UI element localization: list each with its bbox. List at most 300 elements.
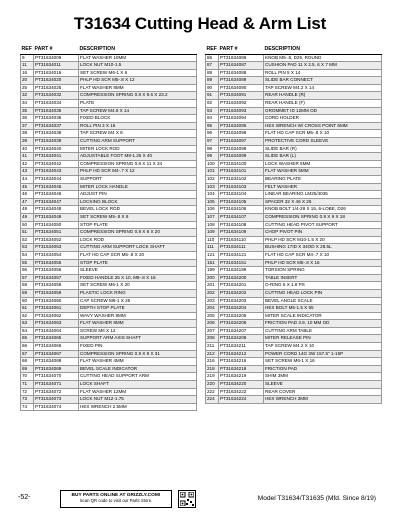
part-number-cell: PT31634211 [219, 343, 264, 351]
table-row [21, 54, 197, 62]
ref-cell: 93 [206, 107, 219, 115]
table-row [21, 373, 197, 381]
table-row [206, 100, 382, 108]
part-number-cell: PT31634093 [219, 107, 264, 115]
table-row [206, 229, 382, 237]
part-number-cell: PT31634063 [34, 320, 79, 328]
part-number-cell: PT31634222 [219, 388, 264, 396]
ref-cell: 97 [206, 138, 219, 146]
ref-cell: 86 [206, 54, 219, 62]
description-cell: TORSION SPRING [264, 267, 382, 275]
table-row [21, 305, 197, 313]
ref-cell: 20 [21, 77, 34, 85]
ref-cell: 111 [206, 244, 219, 252]
description-cell: SLEEVE [79, 267, 197, 275]
part-number-cell: PT31634104 [219, 191, 264, 199]
ref-cell: 90 [206, 84, 219, 92]
part-number-cell: PT31634036 [34, 115, 79, 123]
ref-cell: 94 [206, 115, 219, 123]
ref-cell: 45 [21, 183, 34, 191]
part-number-cell: PT31634106 [219, 206, 264, 214]
part-number-cell: PT31634035 [34, 107, 79, 115]
description-cell: FLAT WASHER 12MM [79, 388, 197, 396]
ref-cell: 52 [21, 236, 34, 244]
table-row [206, 69, 382, 77]
part-number-cell: PT31634103 [219, 183, 264, 191]
ref-cell: 32 [21, 92, 34, 100]
table-row [21, 153, 197, 161]
table-row [206, 365, 382, 373]
ref-cell: 74 [21, 403, 34, 411]
ref-cell: 50 [21, 221, 34, 229]
part-number-cell: PT31634202 [219, 289, 264, 297]
table-row [21, 107, 197, 115]
ref-cell: 206 [206, 320, 219, 328]
ref-cell: 60 [21, 297, 34, 305]
part-number-cell: PT31634089 [219, 77, 264, 85]
description-cell: CUTTING ARM TABLE [264, 327, 382, 335]
parts-table-left [20, 46, 197, 411]
part-number-cell: PT31634046 [34, 191, 79, 199]
ref-cell: 101 [206, 168, 219, 176]
description-cell: LOCKING BLOCK [79, 198, 197, 206]
table-row [206, 282, 382, 290]
table-row [21, 244, 197, 252]
description-cell: FRICTION PAD 3.9, 10 MM OD [264, 320, 382, 328]
part-number-cell: PT31634050 [34, 221, 79, 229]
table-row [21, 289, 197, 297]
part-number-cell: PT31634096 [219, 130, 264, 138]
table-row [206, 358, 382, 366]
table-row [206, 320, 382, 328]
description-cell: SET SCREW M5-.8 X 8 [79, 213, 197, 221]
ref-cell: 42 [21, 160, 34, 168]
part-number-cell: PT31634216 [219, 358, 264, 366]
part-number-cell: PT31634051 [34, 229, 79, 237]
part-number-cell: PT31634039 [34, 138, 79, 146]
ref-cell: 110 [206, 236, 219, 244]
table-row [21, 176, 197, 184]
ref-cell: 92 [206, 100, 219, 108]
col-desc: DESCRIPTION [79, 46, 197, 54]
ref-cell: 39 [21, 138, 34, 146]
table-row [21, 198, 197, 206]
part-number-cell: PT31634102 [219, 176, 264, 184]
ref-cell: 107 [206, 213, 219, 221]
table-row [21, 335, 197, 343]
description-cell: LOCK NUT M12-1.75 [79, 396, 197, 404]
ref-cell: 102 [206, 176, 219, 184]
part-number-cell: PT31634097 [219, 138, 264, 146]
table-row [206, 259, 382, 267]
table-row [206, 198, 382, 206]
table-row [206, 153, 382, 161]
description-cell: SPACER 32 X 46 X 26 [264, 198, 382, 206]
ref-cell: 103 [206, 183, 219, 191]
ref-cell: 212 [206, 350, 219, 358]
table-header [21, 46, 197, 54]
ref-cell: 9 [21, 54, 34, 62]
part-number-cell: PT31634040 [34, 145, 79, 153]
table-row [206, 297, 382, 305]
table-row [206, 84, 382, 92]
description-cell: PHLP HD SCR M10-1.5 X 20 [264, 236, 382, 244]
table-row [206, 388, 382, 396]
part-number-cell: PT31634062 [34, 312, 79, 320]
part-number-cell: PT31634201 [219, 282, 264, 290]
description-cell: PROTECTIVE CORD SLEEVE [264, 138, 382, 146]
part-number-cell: PT31634218 [219, 365, 264, 373]
table-row [21, 213, 197, 221]
ref-cell: 62 [21, 312, 34, 320]
table-row [21, 297, 197, 305]
ref-cell: 96 [206, 130, 219, 138]
description-cell: COMPRESSION SPRING 0.9 X 9 X 31 [79, 350, 197, 358]
parts-table-right [205, 46, 382, 404]
table-row [21, 388, 197, 396]
description-cell: HEX BOLT M5-1.5 X 55 [264, 305, 382, 313]
table-row [21, 100, 197, 108]
ad-headline: BUY PARTS ONLINE AT GRIZZLY.COM! [71, 493, 161, 498]
description-cell: FLAT WASHER 5MM [264, 168, 382, 176]
ref-cell: 51 [21, 229, 34, 237]
part-number-cell: PT31634069 [34, 365, 79, 373]
part-number-cell: PT31634064 [34, 327, 79, 335]
description-cell: BEARING PLATE [264, 176, 382, 184]
part-number-cell: PT31634109 [219, 229, 264, 237]
ref-cell: 95 [206, 122, 219, 130]
ref-cell: 105 [206, 198, 219, 206]
ref-cell: 55 [21, 259, 34, 267]
ref-cell: 219 [206, 373, 219, 381]
ref-cell: 89 [206, 77, 219, 85]
ref-cell: 100 [206, 160, 219, 168]
description-cell: SUPPORT ARM AXIS SHAFT [79, 335, 197, 343]
table-row [206, 115, 382, 123]
part-number-cell: PT31634121 [219, 251, 264, 259]
description-cell: REAR HANDLE (F) [264, 100, 382, 108]
description-cell: PLATE [79, 100, 197, 108]
ref-cell: 67 [21, 350, 34, 358]
parts-store-ad[interactable] [60, 490, 172, 508]
description-cell: FELT WASHER [264, 183, 382, 191]
table-row [21, 183, 197, 191]
ref-cell: 34 [21, 100, 34, 108]
ref-cell: 72 [21, 388, 34, 396]
table-row [21, 327, 197, 335]
ref-cell: 202 [206, 289, 219, 297]
table-row [21, 396, 197, 404]
description-cell: TAP SCREW M4.2 X 10 [264, 343, 382, 351]
table-row [21, 381, 197, 389]
table-row [206, 350, 382, 358]
qr-code-icon[interactable] [178, 490, 196, 508]
part-number-cell: PT31634100 [219, 160, 264, 168]
ref-cell: 16 [21, 69, 34, 77]
description-cell: TAP SCREW M4.2 X 14 [264, 84, 382, 92]
part-number-cell: PT31634054 [34, 251, 79, 259]
ref-cell: 61 [21, 305, 34, 313]
table-header [206, 46, 382, 54]
part-number-cell: PT31634208 [219, 335, 264, 343]
page-footer [0, 490, 400, 510]
col-part: PART # [219, 46, 264, 54]
ref-cell: 99 [206, 153, 219, 161]
description-cell: TABLE INSERT [264, 274, 382, 282]
part-number-cell: PT31634065 [34, 335, 79, 343]
description-cell: MITER SCALE INDICATOR [264, 312, 382, 320]
description-cell: PHLP HD SCR M4-.7 X 12 [79, 168, 197, 176]
part-number-cell: PT31634020 [34, 77, 79, 85]
part-number-cell: PT31634053 [34, 244, 79, 252]
part-number-cell: PT31634105 [219, 198, 264, 206]
table-row [21, 77, 197, 85]
table-row [21, 92, 197, 100]
ref-cell: 59 [21, 289, 34, 297]
table-row [206, 236, 382, 244]
ref-cell: 224 [206, 396, 219, 404]
description-cell: TAP SCREW M4.8 X 14 [79, 107, 197, 115]
ref-cell: 63 [21, 320, 34, 328]
ad-subtext: Scan QR code to visit our Parts Store. [79, 498, 153, 503]
ref-cell: 204 [206, 305, 219, 313]
col-ref: REF [21, 46, 32, 53]
table-row [21, 259, 197, 267]
part-number-cell: PT31634207 [219, 327, 264, 335]
description-cell: CUTTING HEAD SUPPORT ARM [79, 373, 197, 381]
description-cell: FLAT HD CAP SCR M5-.8 X 10 [264, 130, 382, 138]
table-row [21, 191, 197, 199]
description-cell: FIXED PIN [79, 343, 197, 351]
ref-cell: 211 [206, 343, 219, 351]
part-number-cell: PT31634204 [219, 305, 264, 313]
table-row [21, 122, 197, 130]
ref-cell: 88 [206, 69, 219, 77]
table-row [206, 251, 382, 259]
part-number-cell: PT31634042 [34, 160, 79, 168]
table-row [21, 168, 197, 176]
table-row [206, 160, 382, 168]
table-row [206, 327, 382, 335]
table-row [206, 92, 382, 100]
table-row [21, 251, 197, 259]
ref-cell: 205 [206, 312, 219, 320]
description-cell: CUSHION PAD 11 X 2.5, 6 X 7 MM [264, 62, 382, 70]
part-number-cell: PT31634071 [34, 381, 79, 389]
part-number-cell: PT31634038 [34, 130, 79, 138]
ref-cell: 66 [21, 343, 34, 351]
part-number-cell: PT31634151 [219, 259, 264, 267]
ref-cell: 48 [21, 206, 34, 214]
description-cell: TAP SCREW M4 X 8 [79, 130, 197, 138]
part-number-cell: PT31634095 [219, 122, 264, 130]
description-cell: BEVEL SCALE INDICATOR [79, 365, 197, 373]
ref-cell: 37 [21, 122, 34, 130]
description-cell: MITER LOCK ROD [79, 145, 197, 153]
description-cell: STOP PLATE [79, 221, 197, 229]
col-part: PART # [34, 46, 79, 54]
table-row [206, 62, 382, 70]
ref-cell: 207 [206, 327, 219, 335]
description-cell: POWER CORD 14G 3W 157.5" 1-15P [264, 350, 382, 358]
description-cell: BUSHING 17ID X 34OD X 28.5L [264, 244, 382, 252]
description-cell: PHLP HD SCR M5-.8 X 16 [264, 259, 382, 267]
table-row [21, 221, 197, 229]
ref-cell: 109 [206, 229, 219, 237]
table-row [206, 381, 382, 389]
description-cell: SLEEVE [264, 381, 382, 389]
part-number-cell: PT31634060 [34, 297, 79, 305]
table-row [21, 267, 197, 275]
description-cell: LOCK ROD [79, 236, 197, 244]
description-cell: DEPTH STOP PLATE [79, 305, 197, 313]
ref-cell: 49 [21, 213, 34, 221]
col-desc: DESCRIPTION [264, 46, 382, 54]
part-number-cell: PT31634043 [34, 168, 79, 176]
description-cell: COMPRESSION SPRING 0.8 X 9.6 X 23.2 [79, 92, 197, 100]
table-row [206, 289, 382, 297]
part-number-cell: PT31634058 [34, 282, 79, 290]
part-number-cell: PT31634090 [219, 84, 264, 92]
table-row [21, 365, 197, 373]
table-row [21, 350, 197, 358]
part-number-cell: PT31634205 [219, 312, 264, 320]
ref-cell: 151 [206, 259, 219, 267]
description-cell: PHLP HD SCR M5-.8 X 12 [79, 77, 197, 85]
part-number-cell: PT31634057 [34, 274, 79, 282]
description-cell: HEX WRENCH 3MM [264, 396, 382, 404]
description-cell: ROLL PIN 5 X 14 [264, 69, 382, 77]
description-cell: FLAT HD CAP SCR M5-.8 X 20 [79, 251, 197, 259]
part-number-cell: PT31634044 [34, 176, 79, 184]
part-number-cell: PT31634067 [34, 350, 79, 358]
ref-cell: 65 [21, 335, 34, 343]
description-cell: HEX WRENCH 2.5MM [79, 403, 197, 411]
table-row [21, 320, 197, 328]
table-row [206, 138, 382, 146]
table-row [206, 267, 382, 275]
part-number-cell: PT31634098 [219, 145, 264, 153]
ref-cell: 208 [206, 335, 219, 343]
description-cell: REAR HANDLE (R) [264, 92, 382, 100]
description-cell: MITER RELEASE PIN [264, 335, 382, 343]
part-number-cell: PT31634016 [34, 69, 79, 77]
ref-cell: 199 [206, 267, 219, 275]
description-cell: KNOB M5-.8, D25, ROUND [264, 54, 382, 62]
ref-cell: 70 [21, 373, 34, 381]
ref-cell: 35 [21, 107, 34, 115]
table-row [21, 138, 197, 146]
part-number-cell: PT31634072 [34, 388, 79, 396]
description-cell: SET SCREW M6-1 X 16 [264, 358, 382, 366]
description-cell: FRICTION PAD [264, 365, 382, 373]
ref-cell: 56 [21, 267, 34, 275]
part-number-cell: PT31634025 [34, 84, 79, 92]
ref-cell: 73 [21, 396, 34, 404]
part-number-cell: PT31634032 [34, 92, 79, 100]
ref-cell: 91 [206, 92, 219, 100]
model-label: Model T31634/T31635 (Mfd. Since 8/19) [257, 495, 376, 502]
part-number-cell: PT31634088 [219, 69, 264, 77]
part-number-cell: PT31634086 [219, 54, 264, 62]
part-number-cell: PT31634199 [219, 267, 264, 275]
description-cell: ADJUSTABLE FOOT M8-1.25 X 40 [79, 153, 197, 161]
description-cell: SLIDE BAR (L) [264, 153, 382, 161]
col-ref: REF [206, 46, 217, 53]
part-number-cell: PT31634070 [34, 373, 79, 381]
part-number-cell: PT31634092 [219, 100, 264, 108]
table-row [21, 160, 197, 168]
part-number-cell: PT31634048 [34, 206, 79, 214]
description-cell: SLIDE BAR (R) [264, 145, 382, 153]
description-cell: SET SCREW M6-1 X 20 [79, 282, 197, 290]
table-row [21, 84, 197, 92]
table-row [206, 168, 382, 176]
description-cell: COMPRESSION SPRING 0.8 X 11 X 34 [79, 160, 197, 168]
table-row [206, 335, 382, 343]
description-cell: CUTTING ARM SUPPORT [79, 138, 197, 146]
ref-cell: 203 [206, 297, 219, 305]
description-cell: CUTTING ARM SUPPORT LOCK SHAFT [79, 244, 197, 252]
part-number-cell: PT31634101 [219, 168, 264, 176]
part-number-cell: PT31634059 [34, 289, 79, 297]
ref-cell: 121 [206, 251, 219, 259]
description-cell: CAP SCREW M6-1 X 25 [79, 297, 197, 305]
description-cell: ROLL PIN 3 X 16 [79, 122, 197, 130]
part-number-cell: PT31634041 [34, 153, 79, 161]
description-cell: COMPRESSION SPRING 0.8 X 9 X 18 [264, 213, 382, 221]
ref-cell: 25 [21, 84, 34, 92]
ref-cell: 43 [21, 168, 34, 176]
description-cell: CUTTING HEAD PIVOT SUPPORT [264, 221, 382, 229]
ref-cell: 69 [21, 365, 34, 373]
part-number-cell: PT31634200 [219, 274, 264, 282]
ref-cell: 218 [206, 365, 219, 373]
description-cell: GROMMET ID 12MM OD [264, 107, 382, 115]
part-number-cell: PT31634091 [219, 92, 264, 100]
table-row [21, 229, 197, 237]
ref-cell: 201 [206, 282, 219, 290]
table-row [206, 312, 382, 320]
table-row [206, 122, 382, 130]
ref-cell: 41 [21, 153, 34, 161]
ref-cell: 47 [21, 198, 34, 206]
part-number-cell: PT31634087 [219, 62, 264, 70]
ref-cell: 36 [21, 115, 34, 123]
part-number-cell: PT31634212 [219, 350, 264, 358]
part-number-cell: PT31634068 [34, 358, 79, 366]
ref-cell: 220 [206, 381, 219, 389]
description-cell: SLIDE BAR CONNECT [264, 77, 382, 85]
table-row [206, 206, 382, 214]
table-row [21, 115, 197, 123]
table-row [206, 183, 382, 191]
ref-cell: 44 [21, 176, 34, 184]
ref-cell: 98 [206, 145, 219, 153]
description-cell: O-RING 5 X 1.8 PS [264, 282, 382, 290]
description-cell: FLAT WASHER 10MM [79, 54, 197, 62]
ref-cell: 57 [21, 274, 34, 282]
description-cell: SCREW M6 X 12 [79, 327, 197, 335]
part-number-cell: PT31634034 [34, 100, 79, 108]
description-cell: CHOP PIVOT PIN [264, 229, 382, 237]
ref-cell: 108 [206, 221, 219, 229]
description-cell: CUTTING HEAD LOCK PIN [264, 289, 382, 297]
part-number-cell: PT31634061 [34, 305, 79, 313]
description-cell: LOCK WASHER 5MM [264, 160, 382, 168]
table-row [21, 145, 197, 153]
description-cell: ADJUST PIN [79, 191, 197, 199]
